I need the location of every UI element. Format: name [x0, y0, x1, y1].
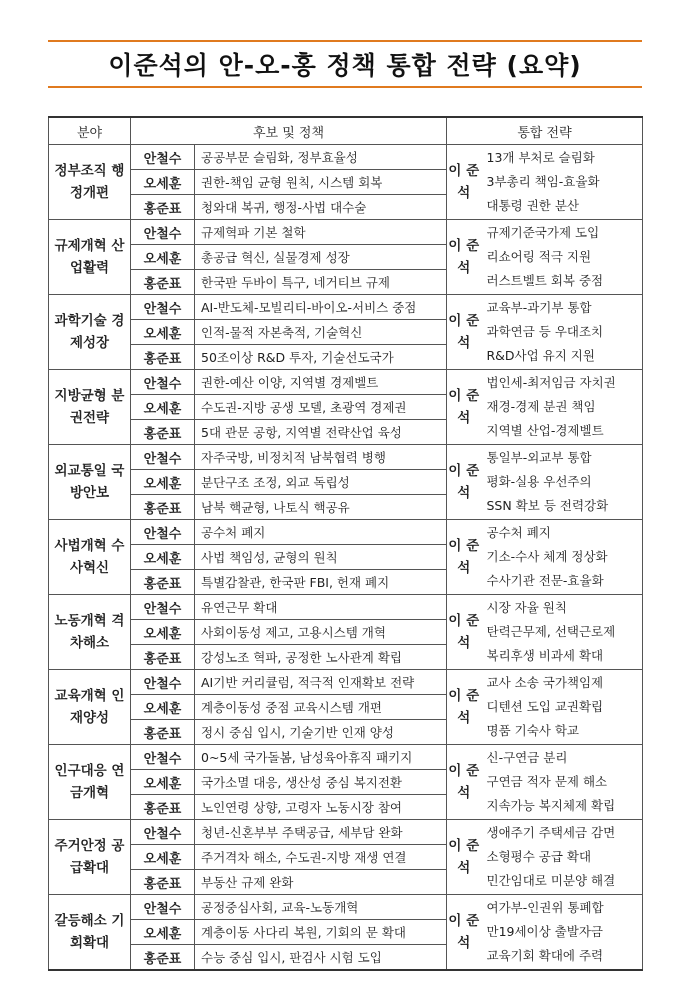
table-row [49, 670, 643, 695]
policy-cell: 총공급 혁신, 실물경제 성장 [195, 245, 447, 270]
field-cell: 노동개혁 격차해소 [49, 595, 131, 670]
candidate-name: 오세훈 [131, 770, 195, 795]
table-row [49, 520, 643, 545]
policy-cell: 수능 중심 입시, 판검사 시험 도입 [195, 945, 447, 971]
header-candidates: 후보 및 정책 [131, 117, 447, 145]
integration-cell [481, 220, 643, 295]
field-cell: 과학기술 경제성장 [49, 295, 131, 370]
integration-cell [481, 745, 643, 820]
table-header-row [49, 117, 643, 145]
candidate-name: 안철수 [131, 670, 195, 695]
policy-cell: 공공부문 슬림화, 정부효율성 [195, 145, 447, 170]
integration-cell [481, 670, 643, 745]
table-row [49, 445, 643, 470]
integration-cell [481, 145, 643, 220]
integration-item: 대통령 권한 분산 [486, 198, 579, 213]
integration-item: 교육기회 확대에 주력 [486, 948, 604, 963]
policy-cell: 청년-신혼부부 주택공급, 세부담 완화 [195, 820, 447, 845]
candidate-name: 오세훈 [131, 395, 195, 420]
integrator-name: 이 준 석 [447, 220, 481, 295]
integrator-name: 이 준 석 [447, 145, 481, 220]
policy-cell: 공정중심사회, 교육-노동개혁 [195, 895, 447, 920]
policy-cell: 규제혁파 기본 철학 [195, 220, 447, 245]
table-row [49, 145, 643, 170]
policy-cell: 5대 관문 공항, 지역별 전략산업 육성 [195, 420, 447, 445]
integration-item: SSN 확보 등 전력강화 [486, 498, 609, 513]
policy-cell: 주거격차 해소, 수도권-지방 재생 연결 [195, 845, 447, 870]
candidate-name: 안철수 [131, 520, 195, 545]
integration-item: 복리후생 비과세 확대 [486, 648, 604, 663]
integration-item: 13개 부처로 슬림화 [486, 150, 595, 165]
table-row [49, 370, 643, 395]
integrator-name: 이 준 석 [447, 445, 481, 520]
policy-cell: 한국판 두바이 특구, 네거티브 규제 [195, 270, 447, 295]
integration-item: 평화-실용 우선주의 [486, 474, 592, 489]
candidate-name: 홍준표 [131, 795, 195, 820]
title-banner [48, 40, 642, 88]
integration-item: R&D사업 유지 지원 [486, 348, 595, 363]
candidate-name: 안철수 [131, 445, 195, 470]
table-row [49, 745, 643, 770]
integration-item: 시장 자율 원칙 [486, 600, 567, 615]
policy-cell: 자주국방, 비정치적 남북협력 병행 [195, 445, 447, 470]
integrator-name: 이 준 석 [447, 895, 481, 971]
integration-cell [481, 370, 643, 445]
integrator-name: 이 준 석 [447, 295, 481, 370]
integrator-name: 이 준 석 [447, 820, 481, 895]
integration-item: 여가부-인권위 통폐합 [486, 900, 604, 915]
policy-cell: 청와대 복귀, 행정-사법 대수술 [195, 195, 447, 220]
integration-cell [481, 895, 643, 971]
candidate-name: 홍준표 [131, 945, 195, 971]
policy-cell: 인적-물적 자본축적, 기술혁신 [195, 320, 447, 345]
candidate-name: 오세훈 [131, 920, 195, 945]
candidate-name: 오세훈 [131, 695, 195, 720]
candidate-name: 홍준표 [131, 270, 195, 295]
table-row [49, 295, 643, 320]
field-cell: 교육개혁 인재양성 [49, 670, 131, 745]
integration-item: 3부총리 책임-효율화 [486, 174, 600, 189]
candidate-name: 오세훈 [131, 320, 195, 345]
integrator-name: 이 준 석 [447, 520, 481, 595]
integration-item: 통일부-외교부 통합 [486, 450, 592, 465]
candidate-name: 홍준표 [131, 345, 195, 370]
policy-cell: 유연근무 확대 [195, 595, 447, 620]
integration-item: 기소-수사 체계 정상화 [486, 549, 608, 564]
integrator-name: 이 준 석 [447, 595, 481, 670]
integration-item: 지역별 산업-경제벨트 [486, 423, 604, 438]
policy-cell: AI기반 커리큘럼, 적극적 인재확보 전략 [195, 670, 447, 695]
integration-cell [481, 445, 643, 520]
integration-item: 과학연금 등 우대조치 [486, 324, 604, 339]
candidate-name: 안철수 [131, 745, 195, 770]
candidate-name: 오세훈 [131, 245, 195, 270]
table-row [49, 820, 643, 845]
policy-cell: 노인연령 상향, 고령자 노동시장 참여 [195, 795, 447, 820]
field-cell: 지방균형 분권전략 [49, 370, 131, 445]
policy-cell: 사법 책임성, 균형의 원칙 [195, 545, 447, 570]
policy-cell: 부동산 규제 완화 [195, 870, 447, 895]
candidate-name: 오세훈 [131, 845, 195, 870]
integration-item: 디텐션 도입 교권확립 [486, 699, 604, 714]
candidate-name: 안철수 [131, 370, 195, 395]
candidate-name: 홍준표 [131, 720, 195, 745]
integration-cell [481, 820, 643, 895]
integration-item: 재경-경제 분권 책임 [486, 399, 596, 414]
field-cell: 인구대응 연금개혁 [49, 745, 131, 820]
table-row [49, 220, 643, 245]
integration-item: 수사기관 전문-효율화 [486, 573, 604, 588]
field-cell: 갈등해소 기회확대 [49, 895, 131, 971]
policy-table [48, 116, 643, 971]
candidate-name: 홍준표 [131, 870, 195, 895]
policy-cell: 사회이동성 제고, 고용시스템 개혁 [195, 620, 447, 645]
integration-item: 공수처 폐지 [486, 525, 551, 540]
candidate-name: 안철수 [131, 895, 195, 920]
table-body [49, 145, 643, 971]
table-row [49, 895, 643, 920]
integration-item: 민간임대로 미분양 해결 [486, 873, 616, 888]
integration-item: 리쇼어링 적극 지원 [486, 249, 592, 264]
integrator-name: 이 준 석 [447, 370, 481, 445]
integration-item: 러스트벨트 회복 중점 [486, 273, 604, 288]
policy-cell: 강성노조 혁파, 공정한 노사관계 확립 [195, 645, 447, 670]
integration-item: 만19세이상 출발자금 [486, 924, 603, 939]
policy-cell: 특별감찰관, 한국판 FBI, 헌재 폐지 [195, 570, 447, 595]
policy-cell: 권한-예산 이양, 지역별 경제벨트 [195, 370, 447, 395]
integration-item: 지속가능 복지체제 확립 [486, 798, 616, 813]
integrator-name: 이 준 석 [447, 670, 481, 745]
integration-cell [481, 295, 643, 370]
candidate-name: 안철수 [131, 820, 195, 845]
field-cell: 정부조직 행정개편 [49, 145, 131, 220]
header-field: 분야 [49, 117, 131, 145]
integration-item: 규제기준국가제 도입 [486, 225, 600, 240]
policy-cell: 국가소멸 대응, 생산성 중심 복지전환 [195, 770, 447, 795]
candidate-name: 안철수 [131, 595, 195, 620]
integration-item: 신-구연금 분리 [486, 750, 568, 765]
policy-cell: 50조이상 R&D 투자, 기술선도국가 [195, 345, 447, 370]
policy-cell: 정시 중심 입시, 기술기반 인재 양성 [195, 720, 447, 745]
candidate-name: 홍준표 [131, 420, 195, 445]
policy-cell: AI-반도체-모빌리티-바이오-서비스 중점 [195, 295, 447, 320]
integration-item: 탄력근무제, 선택근로제 [486, 624, 616, 639]
integration-cell [481, 595, 643, 670]
candidate-name: 안철수 [131, 295, 195, 320]
candidate-name: 안철수 [131, 220, 195, 245]
header-integration: 통합 전략 [447, 117, 643, 145]
integration-item: 구연금 적자 문제 해소 [486, 774, 608, 789]
integration-item: 교사 소송 국가책임제 [486, 675, 604, 690]
candidate-name: 홍준표 [131, 195, 195, 220]
candidate-name: 오세훈 [131, 620, 195, 645]
candidate-name: 홍준표 [131, 570, 195, 595]
integration-item: 교육부-과기부 통합 [486, 300, 592, 315]
integration-cell [481, 520, 643, 595]
integration-item: 생애주기 주택세금 감면 [486, 825, 616, 840]
field-cell: 주거안정 공급확대 [49, 820, 131, 895]
table-row [49, 595, 643, 620]
field-cell: 규제개혁 산업활력 [49, 220, 131, 295]
integration-item: 소형평수 공급 확대 [486, 849, 592, 864]
policy-cell: 남북 핵균형, 나토식 핵공유 [195, 495, 447, 520]
integration-item: 명품 기숙사 학교 [486, 723, 579, 738]
integration-item: 법인세-최저임금 자치권 [486, 375, 616, 390]
policy-cell: 계층이동성 중점 교육시스템 개편 [195, 695, 447, 720]
candidate-name: 안철수 [131, 145, 195, 170]
candidate-name: 홍준표 [131, 495, 195, 520]
candidate-name: 오세훈 [131, 170, 195, 195]
candidate-name: 홍준표 [131, 645, 195, 670]
integrator-name: 이 준 석 [447, 745, 481, 820]
policy-cell: 0~5세 국가돌봄, 남성육아휴직 패키지 [195, 745, 447, 770]
candidate-name: 오세훈 [131, 470, 195, 495]
policy-cell: 계층이동 사다리 복원, 기회의 문 확대 [195, 920, 447, 945]
policy-cell: 공수처 폐지 [195, 520, 447, 545]
policy-cell: 분단구조 조정, 외교 독립성 [195, 470, 447, 495]
page-title: 이준석의 안-오-홍 정책 통합 전략 (요약) [108, 51, 582, 80]
policy-cell: 권한-책임 균형 원칙, 시스템 회복 [195, 170, 447, 195]
candidate-name: 오세훈 [131, 545, 195, 570]
field-cell: 사법개혁 수사혁신 [49, 520, 131, 595]
field-cell: 외교통일 국방안보 [49, 445, 131, 520]
policy-cell: 수도권-지방 공생 모델, 초광역 경제권 [195, 395, 447, 420]
